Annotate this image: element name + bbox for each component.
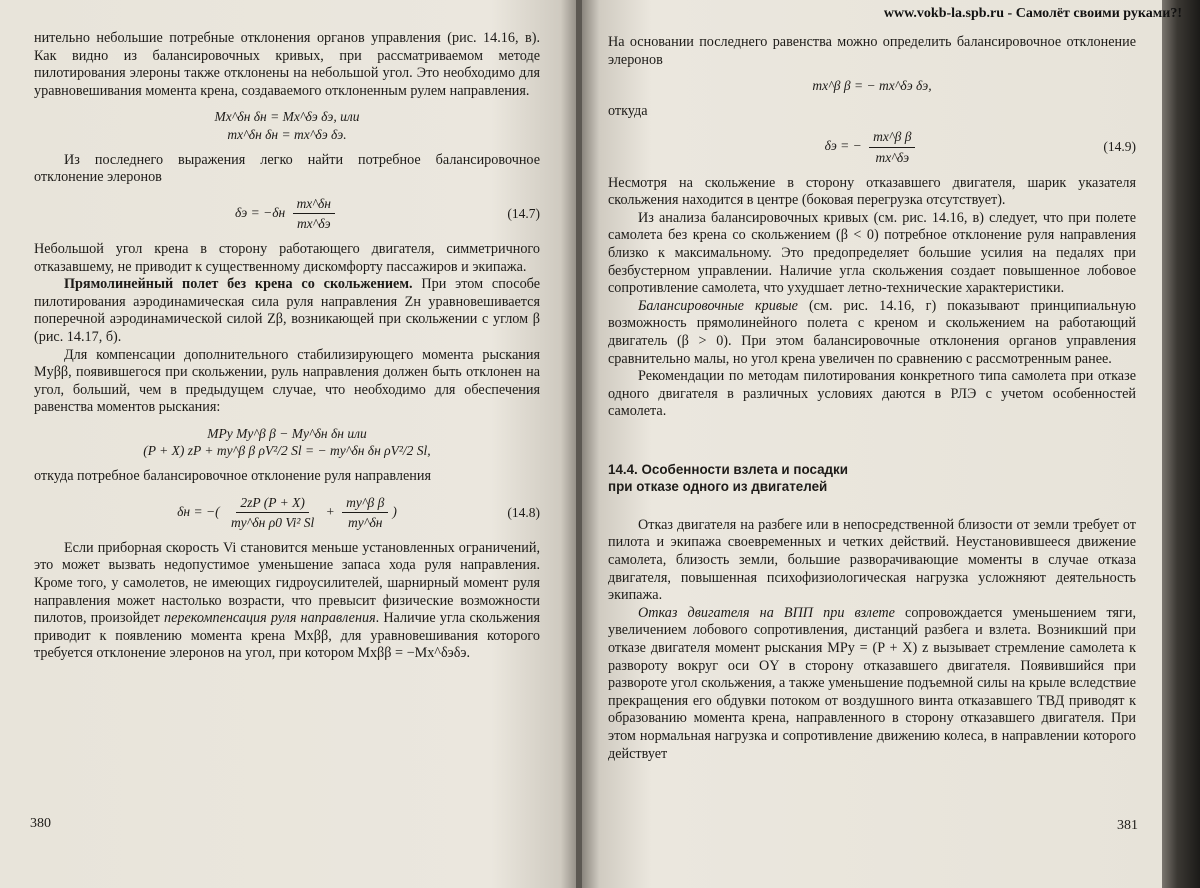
right-paragraph-4: Из анализа балансировочных кривых (см. рис. 14.16, в) следует, что при полете самолета без крена со скольжением (β < 0) потребное отклонение руля направления близко к максимальному. Это предопределяет большие усилия на педалях при безбустерном управлении. Наличие угла скольжения создает повышенное лобовое сопротивление самолета, что ухудшает летно-технические характеристики. (608, 209, 1136, 297)
fraction-numerator: mx^δн (293, 195, 335, 215)
left-paragraph-7 (34, 540, 540, 663)
right-paragraph-3: Несмотря на скольжение в сторону отказавшего двигателя, шарик указателя скольжения находится в центре (боковая перегрузка отсутствует). (608, 174, 1136, 209)
equation-fraction (293, 195, 335, 233)
right-paragraph-1: На основании последнего равенства можно определить балансировочное отклонение элеронов (608, 34, 1136, 68)
fraction-denominator: mx^δэ (875, 149, 910, 165)
paragraph-body: сопровождается уменьшением тяги, увеличением лобового сопротивления, дистанций разбега и взлета. Возникший при отказе двигателя момент рыскания MPy = (P + X) z вызывает стремление самолета к развороту вокруг оси OY в сторону отказавшего двигателя. Появившийся при развороте угол скольжения, а также уменьшение подъемной силы на крыле вследствие прекращения его обдувки потоком от воздушного винта отказавшего ТВД приводят к образованию момента крена, направленного в сторону отказавшего двигателя. При этом нормальная нагрузка и сопротивление движению колеса, в направлении которого действует (608, 604, 1136, 762)
equation-fraction (869, 128, 915, 166)
equation-fraction-1 (227, 494, 318, 532)
paragraph-text-a: Если приборная скорость Vi становится меньше установленных ограничений, это может вызвать недопустимое уменьшение запаса хода руля направления. Кроме того, у самолетов, не имеющих гидроусилителей, шарнирный момент руля направления может настолько возрасти, что превысит физические возможности пилотов, произойдет (34, 539, 540, 627)
left-paragraph-1: нительно небольшие потребные отклонения органов управления (рис. 14.16, в). Как видно из балансировочных кривых, при рассматриваемом методе пилотирования элероны также отклонены на небольшой угол. Это необходимо для уравновешивания момента крена, создаваемого отклоненным рулем направления. (34, 30, 540, 99)
section-heading-line-1: 14.4. Особенности взлета и посадки (608, 461, 848, 477)
fraction-numerator: mx^β β (869, 128, 915, 148)
equation-number: (14.7) (507, 206, 540, 222)
page-number-left: 380 (30, 816, 51, 831)
paragraph-italic-term: перекомпенсация руля направления (164, 610, 376, 627)
equation-number: (14.8) (507, 504, 540, 520)
equation-moment-balance (34, 108, 540, 143)
equation-line-b: (P + X) zP + my^β β ρV²/2 Sl = − my^δн δн ρV²/2 Sl, (143, 443, 431, 459)
watermark-header: www.vokb-la.spb.ru - Самолёт своими руками?! (883, 6, 1182, 21)
fraction-denominator: my^δн (348, 515, 383, 531)
equation-14-9 (608, 128, 1136, 166)
equation-roll-balance: mx^β β = − mx^δэ δэ, (812, 78, 932, 94)
left-text-column (34, 30, 540, 663)
equation-lhs: δэ = −δн (235, 204, 286, 220)
paragraph-body: (см. рис. 14.16, г) показывают принципиальную возможность прямолинейного полета с креном и скольжением на работающий двигатель (β > 0). При этом балансировочные отклонения органов управления сравнительно малы, но угол крена увеличен по сравнению с рассмотренным ранее. (608, 297, 1136, 367)
fraction-denominator: my^δн ρ0 Vi² Sl (230, 515, 315, 531)
paragraph-heading: Прямолинейный полет без крена со скольжением. (64, 276, 413, 293)
paragraph-italic-term: Отказ двигателя на ВПП при взлете (638, 604, 895, 621)
right-text-column (608, 34, 1136, 763)
paragraph-body: При этом способе пилотирования аэродинамическая сила руля направления Zн уравновешивается поперечной аэродинамической силой Zβ, возникающей при скольжении с углом β (рис. 14.17, б). (34, 276, 540, 345)
left-paragraph-4 (34, 276, 540, 346)
right-paragraph-6: Рекомендации по методам пилотирования конкретного типа самолета при отказе одного двигателя в различных условиях даются в РЛЭ с учетом особенностей самолета. (608, 368, 1136, 420)
equation-lhs: δэ = − (824, 138, 862, 154)
left-paragraph-6: откуда потребное балансировочное отклонение руля направления (34, 468, 432, 485)
fraction-numerator: 2zP (P + X) (236, 494, 308, 514)
equation-line-a: MPy My^β β − My^δн δн или (207, 425, 367, 441)
paragraph-text-b: . Наличие угла скольжения приводит к появлению момента крена Mxββ, для уравновешивания которого требуется отклонение элеронов на угол, при котором Mxββ = −Mx^δэδэ. (34, 610, 540, 662)
fraction-denominator: mx^δэ (296, 216, 331, 232)
left-paragraph-5: Для компенсации дополнительного стабилизирующего момента рыскания Myββ, появившегося при скольжении, руль направления должен быть отклонен на угол, больший, чем в предыдущем случае, что необходимо для обеспечения равенства моментов рыскания: (34, 346, 540, 416)
right-page (582, 0, 1162, 888)
right-paragraph-5 (608, 298, 1136, 368)
fraction-numerator: my^β β (342, 494, 388, 514)
left-paragraph-3: Небольшой угол крена в сторону работающего двигателя, симметричного отказавшему, не приводит к существенному дискомфорту пассажиров и экипажа. (34, 240, 540, 275)
section-heading (608, 461, 1136, 495)
section-heading-line-2: при отказе одного из двигателей (608, 478, 828, 494)
right-paragraph-2: откуда (608, 102, 648, 119)
paragraph-italic-term: Балансировочные кривые (638, 297, 798, 314)
equation-plus: + (325, 503, 335, 519)
equation-lhs: δн = − (177, 503, 216, 519)
equation-14-8: δн = −( $\frac{2zP (P + X)}{\text{my\textasciicircum{}δн ρ0 Vi² Sl}}$ + $\frac{\text{my\textasciicircum{}β β}}{my\^{}\delta н}$ ) (14.8) (177, 494, 540, 531)
equation-line-b: mx^δн δн = mx^δэ δэ. (227, 126, 347, 142)
left-paragraph-2: Из последнего выражения легко найти потребное балансировочное отклонение элеронов (34, 151, 540, 186)
right-paragraph-8 (608, 605, 1136, 763)
page-number-right: 381 (1117, 818, 1138, 833)
equation-number: (14.9) (1103, 139, 1136, 155)
book-page-edge (1162, 0, 1200, 888)
equation-line-a: Mx^δн δн = Mx^δэ δэ, или (214, 109, 360, 125)
equation-14-7 (34, 195, 540, 233)
equation-fraction-2 (342, 494, 388, 532)
right-paragraph-7: Отказ двигателя на разбеге или в непосредственной близости от земли требует от пилота и экипажа своевременных и четких действий. Неустановившееся движение самолета, близость земли, большие разворачивающие моменты в случае отказа двигателя, повышенная психофизиологическая нагрузка усложняют деятельность экипажа. (608, 516, 1136, 604)
equation-yaw-balance (34, 425, 540, 460)
left-page (0, 0, 578, 888)
